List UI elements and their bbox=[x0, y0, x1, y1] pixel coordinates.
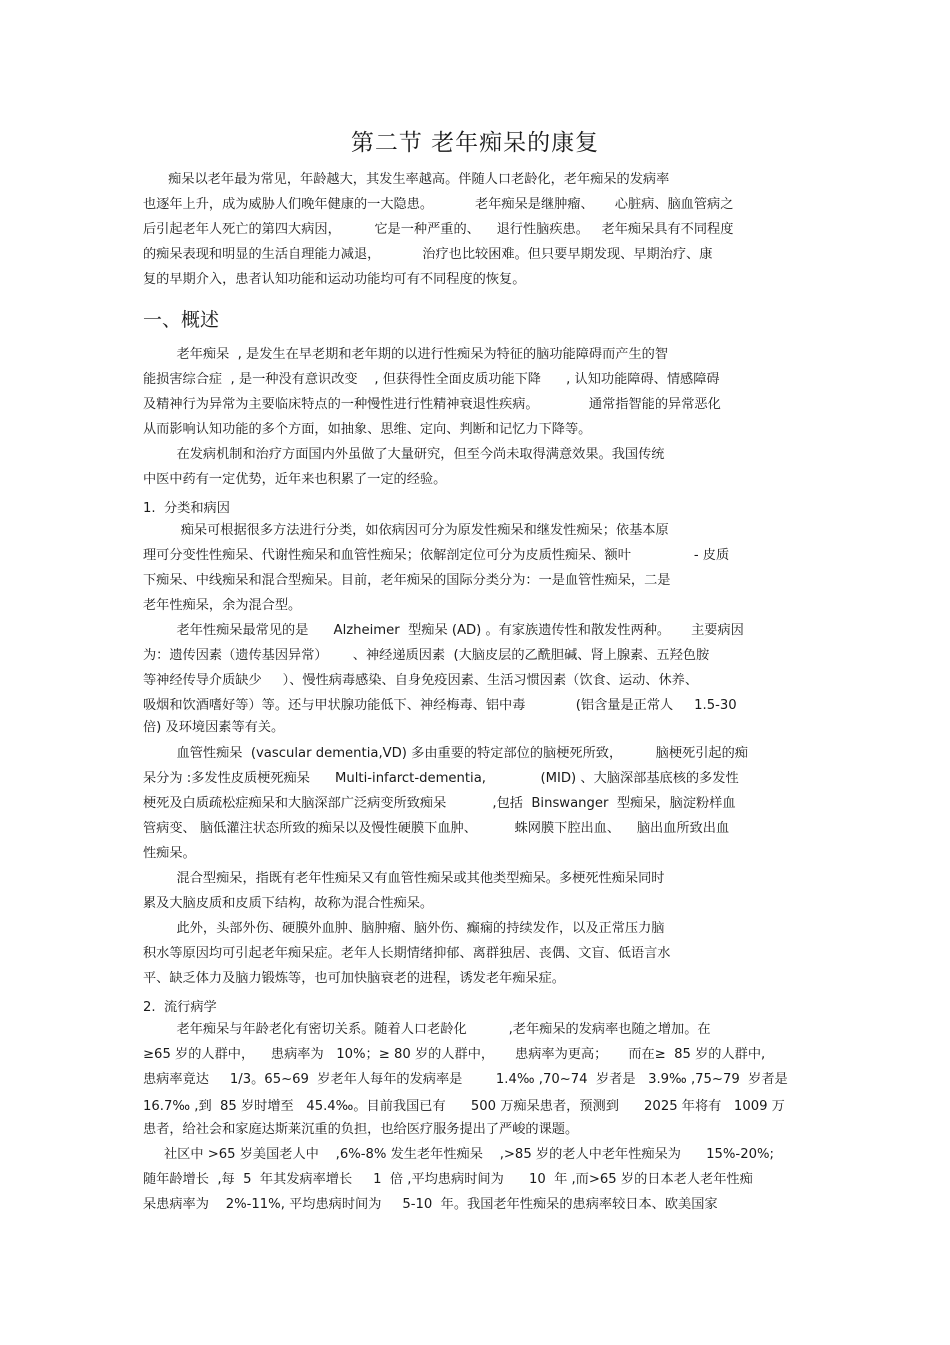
overview-line: 能损害综合症 , 是一种没有意识改变 , 但获得性全面皮质功能下降 , 认知功能障碍、情感障碍 bbox=[143, 372, 720, 387]
intro-line: 后引起老年人死亡的第四大病因， 它是一种严重的、 退行性脑疾患。 老年痴呆具有不同程度 bbox=[143, 222, 734, 237]
classification-line: 呆分为 :多发性皮质梗死痴呆 Multi-infarct-dementia, (MID) 、大脑深部基底核的多发性 bbox=[143, 771, 739, 786]
section-heading-overview: 一、概述 bbox=[143, 309, 220, 331]
classification-line: 为：遗传因素（遗传基因异常） 、神经递质因素 (大脑皮层的乙酰胆碱、肾上腺素、五羟色胺 bbox=[143, 648, 710, 663]
epidemiology-line: 患病率竟达 1/3。65~69 岁老年人每年的发病率是 1.4‰ ,70~74 岁者是 3.9‰ ,75~79 岁者是 bbox=[143, 1072, 788, 1087]
classification-line: 混合型痴呆，指既有老年性痴呆又有血管性痴呆或其他类型痴呆。多梗死性痴呆同时 bbox=[143, 871, 665, 886]
subsection-heading-epidemiology: 2. 流行病学 bbox=[143, 1000, 217, 1015]
overview-line: 及精神行为异常为主要临床特点的一种慢性进行性精神衰退性疾病。 通常指智能的异常恶化 bbox=[143, 397, 721, 412]
classification-line: 理可分变性性痴呆、代谢性痴呆和血管性痴呆；依解剖定位可分为皮质性痴呆、额叶 - 皮质 bbox=[143, 548, 730, 563]
epidemiology-line: 随年龄增长 ,每 5 年其发病率增长 1 倍 ,平均患病时间为 10 年 ,而>65 岁的日本老人老年性痴 bbox=[143, 1172, 753, 1187]
classification-line: 吸烟和饮酒嗜好等）等。还与甲状腺功能低下、神经梅毒、铝中毒 (铝含量是正常人 1.5-30 bbox=[143, 698, 737, 713]
overview-line: 从而影响认知功能的多个方面，如抽象、思维、定向、判断和记忆力下降等。 bbox=[143, 422, 592, 437]
classification-line: 此外，头部外伤、硬膜外血肿、脑肿瘤、脑外伤、癫痫的持续发作，以及正常压力脑 bbox=[143, 921, 665, 936]
intro-line: 痴呆以老年最为常见，年龄越大，其发生率越高。伴随人口老龄化，老年痴呆的发病率 bbox=[143, 172, 670, 187]
classification-line: 积水等原因均可引起老年痴呆症。老年人长期情绪抑郁、离群独居、丧偶、文盲、低语言水 bbox=[143, 946, 671, 961]
epidemiology-line: ≥65 岁的人群中， 患病率为 10%；≥ 80 岁的人群中， 患病率为更高； 而在≥ 85 岁的人群中, bbox=[143, 1047, 766, 1062]
overview-line: 中医中药有一定优势，近年来也积累了一定的经验。 bbox=[143, 472, 447, 487]
classification-line: 管病变、 脑低灌注状态所致的痴呆以及慢性硬膜下血肿、 蛛网膜下腔出血、 脑出血所致出血 bbox=[143, 821, 730, 836]
epidemiology-line: 社区中 >65 岁美国老人中 ,6%-8% 发生老年性痴呆 ,>85 岁的老人中老年性痴呆为 15%-20%; bbox=[143, 1147, 774, 1162]
overview-line: 在发病机制和治疗方面国内外虽做了大量研究，但至今尚未取得满意效果。我国传统 bbox=[143, 447, 665, 462]
classification-line: 老年性痴呆最常见的是 Alzheimer 型痴呆 (AD) 。有家族遗传性和散发性两种。 主要病因 bbox=[143, 623, 744, 638]
intro-line: 也逐年上升，成为威胁人们晚年健康的一大隐患。 老年痴呆是继肿瘤、 心脏病、脑血管病之 bbox=[143, 197, 734, 212]
epidemiology-line: 患者，给社会和家庭达斯莱沉重的负担，也给医疗服务提出了严峻的课题。 bbox=[143, 1122, 579, 1137]
classification-line: 老年性痴呆，余为混合型。 bbox=[143, 598, 302, 613]
classification-line: 血管性痴呆 (vascular dementia,VD) 多由重要的特定部位的脑梗死所致， 脑梗死引起的痴 bbox=[143, 746, 748, 761]
page-title: 第二节 老年痴呆的康复 bbox=[350, 130, 600, 156]
epidemiology-line: 呆患病率为 2%-11%, 平均患病时间为 5-10 年。我国老年性痴呆的患病率较日本、欧美国家 bbox=[143, 1197, 718, 1212]
overview-line: 老年痴呆 , 是发生在早老期和老年期的以进行性痴呆为特征的脑功能障碍而产生的智 bbox=[143, 347, 669, 362]
classification-line: 性痴呆。 bbox=[143, 846, 196, 861]
classification-line: 倍) 及环境因素等有关。 bbox=[143, 720, 285, 735]
classification-line: 平、缺乏体力及脑力锻炼等，也可加快脑衰老的进程，诱发老年痴呆症。 bbox=[143, 971, 565, 986]
classification-line: 痴呆可根据很多方法进行分类，如依病因可分为原发性痴呆和继发性痴呆；依基本原 bbox=[143, 523, 669, 538]
classification-line: 梗死及白质疏松症痴呆和大脑深部广泛病变所致痴呆 ,包括 Binswanger 型痴呆，脑淀粉样血 bbox=[143, 796, 736, 811]
classification-line: 累及大脑皮质和皮质下结构，故称为混合性痴呆。 bbox=[143, 896, 434, 911]
classification-line: 下痴呆、中线痴呆和混合型痴呆。目前，老年痴呆的国际分类分为：一是血管性痴呆，二是 bbox=[143, 573, 671, 588]
classification-line: 等神经传导介质缺少 ）、慢性病毒感染、自身免疫因素、生活习惯因素（饮食、运动、休养、 bbox=[143, 673, 699, 688]
subsection-heading-classification: 1. 分类和病因 bbox=[143, 501, 230, 516]
epidemiology-line: 16.7‰ ,到 85 岁时增至 45.4‰。目前我国已有 500 万痴呆患者，预测到 2025 年将有 1009 万 bbox=[143, 1099, 785, 1114]
epidemiology-line: 老年痴呆与年龄老化有密切关系。随着人口老龄化 ,老年痴呆的发病率也随之增加。在 bbox=[143, 1022, 711, 1037]
intro-line: 的痴呆表现和明显的生活自理能力减退， 治疗也比较困难。但只要早期发现、早期治疗、康 bbox=[143, 247, 713, 262]
intro-line: 复的早期介入，患者认知功能和运动功能均可有不同程度的恢复。 bbox=[143, 272, 526, 287]
